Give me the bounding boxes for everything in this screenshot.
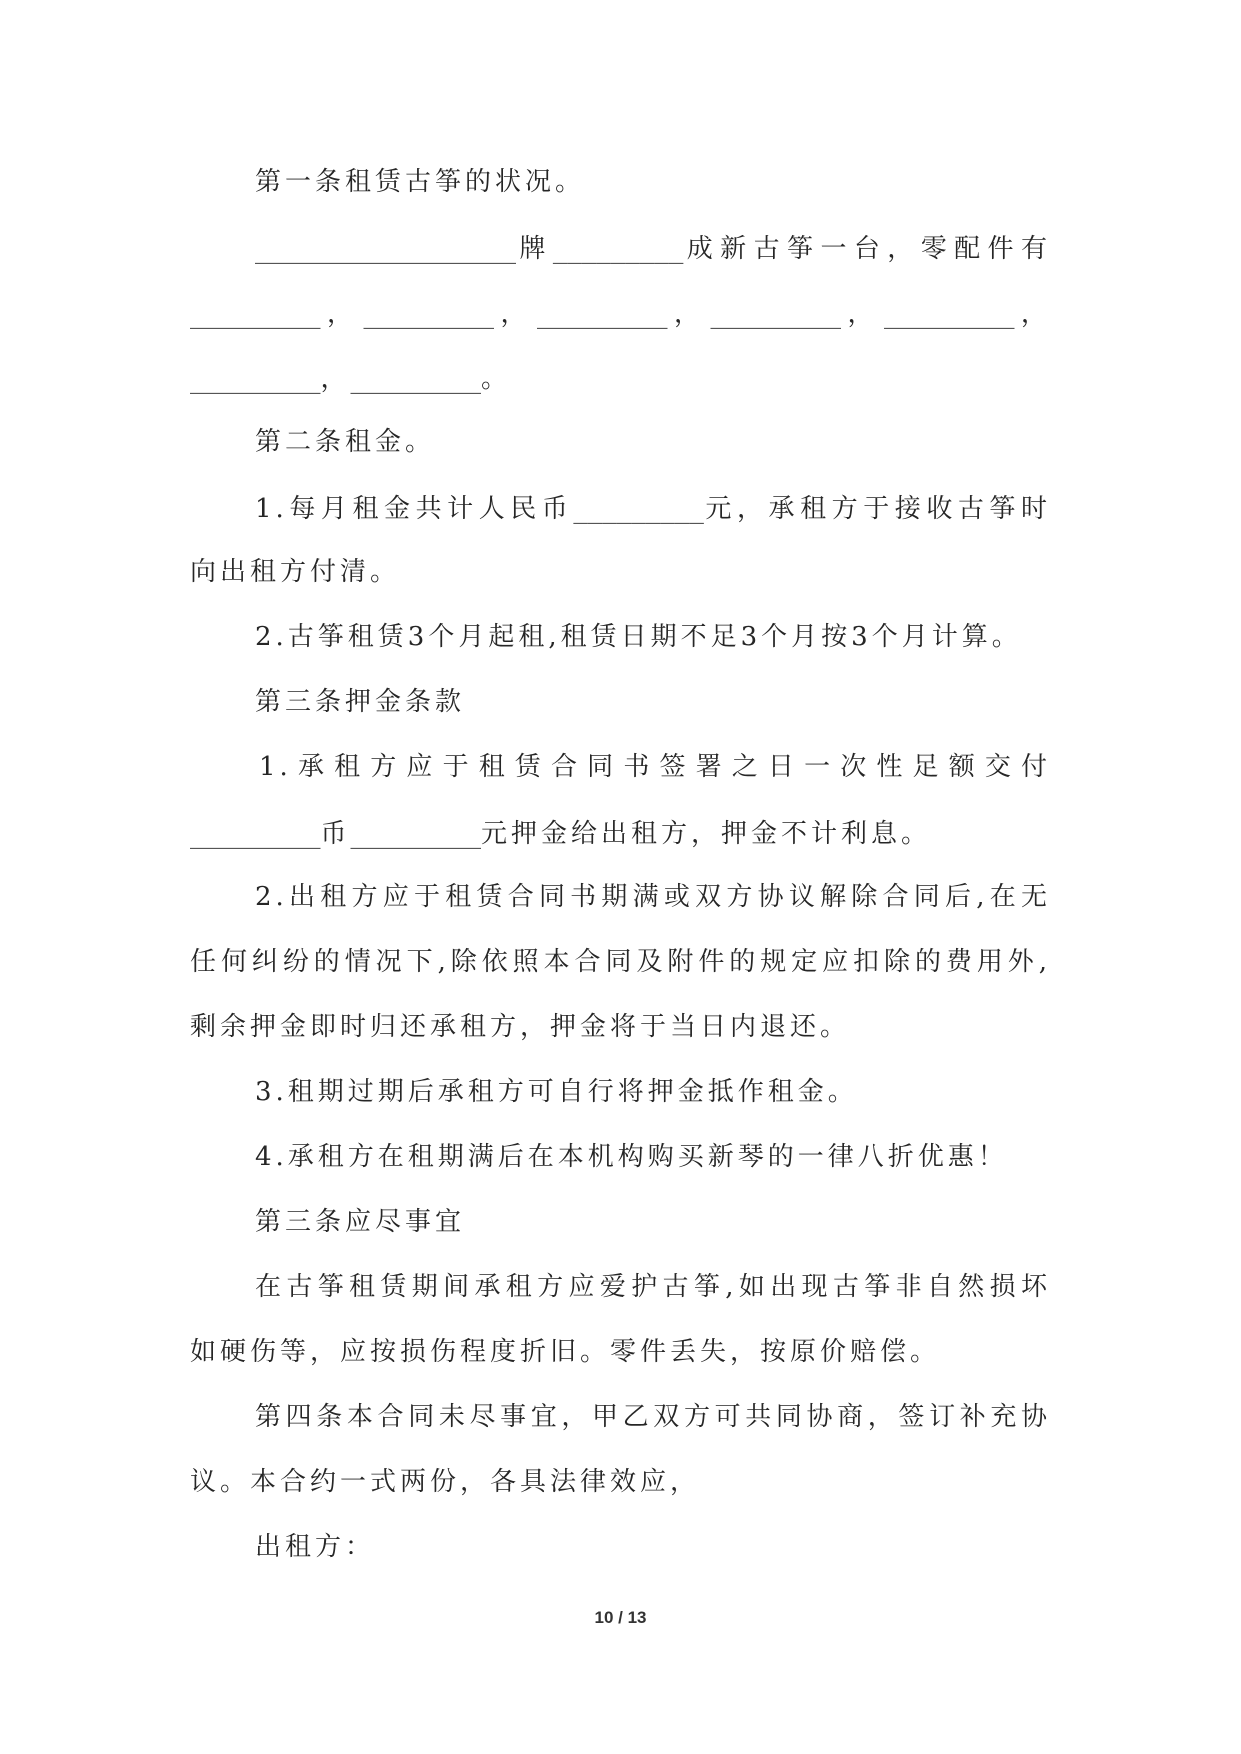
document-body bbox=[190, 150, 1051, 1580]
fill-in-blank: _________ bbox=[883, 295, 1015, 329]
deposit-item-1 bbox=[190, 735, 1051, 865]
text-line: 第二条租金。 bbox=[255, 427, 436, 457]
text-line: 2.出租方应于租赁合同书期满或双方协议解除合同后,在无 bbox=[255, 882, 1051, 912]
fill-in-blank: _________ bbox=[190, 360, 321, 394]
text-line: _________币_________元押金给出租方，押金不计利息。 bbox=[190, 815, 932, 849]
text-line: 出租方： bbox=[255, 1532, 376, 1562]
fill-in-blank: _________ bbox=[190, 815, 321, 849]
clause-4 bbox=[190, 1385, 1051, 1515]
text-line: 第四条本合同未尽事宜，甲乙双方可共同协商，签订补充协 bbox=[255, 1402, 1051, 1432]
text-line: 第三条应尽事宜 bbox=[255, 1207, 466, 1237]
text-line: 1.每月租金共计人民币_________元，承租方于接收古筝时 bbox=[255, 490, 1051, 524]
fill-in-blank: _________ bbox=[573, 490, 704, 524]
text-line: _________，_________。 bbox=[190, 360, 512, 394]
fill-in-blank: _________ bbox=[350, 815, 482, 849]
text-line: _________，_________，_________，_________，_________， bbox=[190, 295, 1051, 329]
clause-2-heading bbox=[190, 410, 1051, 475]
fill-in-blank: _________ bbox=[552, 230, 684, 264]
duties-body bbox=[190, 1255, 1051, 1385]
deposit-item-2 bbox=[190, 865, 1051, 1060]
fill-in-blank: _________ bbox=[363, 295, 494, 329]
deposit-item-3 bbox=[190, 1060, 1051, 1125]
fill-in-blank: _________ bbox=[536, 295, 668, 329]
instrument-description bbox=[190, 215, 1051, 410]
text-line: 第三条押金条款 bbox=[255, 687, 466, 717]
duties-heading bbox=[190, 1190, 1051, 1255]
rent-item-2 bbox=[190, 605, 1051, 670]
text-line: 2.古筝租赁3个月起租,租赁日期不足3个月按3个月计算。 bbox=[255, 622, 1022, 652]
text-line: __________________牌_________成新古筝一台，零配件有 bbox=[255, 230, 1051, 264]
text-line: 如硬伤等，应按损伤程度折旧。零件丢失，按原价赔偿。 bbox=[190, 1337, 941, 1367]
fill-in-blank: _________ bbox=[190, 295, 321, 329]
deposit-item-4 bbox=[190, 1125, 1051, 1190]
rent-item-1 bbox=[190, 475, 1051, 605]
text-line: 向出租方付清。 bbox=[190, 557, 401, 587]
page-number: 10 / 13 bbox=[594, 1608, 647, 1627]
fill-in-blank: _________ bbox=[710, 295, 841, 329]
text-line: 剩余押金即时归还承租方，押金将于当日内退还。 bbox=[190, 1012, 851, 1042]
lessor-signature-label bbox=[190, 1515, 1051, 1580]
text-line: 第一条租赁古筝的状况。 bbox=[255, 167, 586, 197]
text-line: 任何纠纷的情况下,除依照本合同及附件的规定应扣除的费用外, bbox=[190, 947, 1051, 977]
fill-in-blank: _________ bbox=[350, 360, 482, 394]
fill-in-blank: __________________ bbox=[255, 230, 516, 264]
clause-3-heading bbox=[190, 670, 1051, 735]
text-line: 3.租期过期后承租方可自行将押金抵作租金。 bbox=[255, 1077, 858, 1107]
text-line: 在古筝租赁期间承租方应爱护古筝,如出现古筝非自然损坏 bbox=[255, 1272, 1051, 1302]
text-line: 4.承租方在租期满后在本机构购买新琴的一律八折优惠！ bbox=[255, 1142, 1008, 1172]
text-line: 1.承租方应于租赁合同书签署之日一次性足额交付 bbox=[259, 752, 1051, 782]
clause-1-heading bbox=[190, 150, 1051, 215]
text-line: 议。本合约一式两份，各具法律效应， bbox=[190, 1467, 701, 1497]
